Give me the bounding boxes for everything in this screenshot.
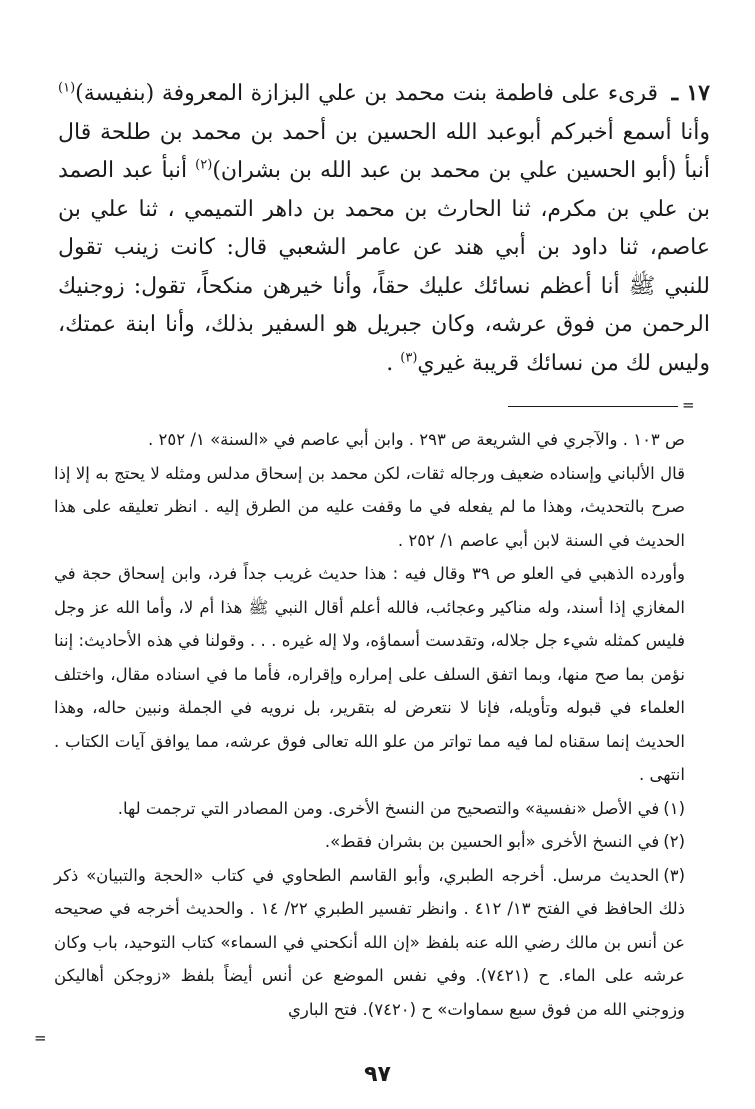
hadith-text-part1: قرىء على فاطمة بنت محمد بن علي البزازة المعروفة (بنفيسة) [75,81,659,106]
page-number: ٩٧ [364,1062,391,1087]
footnote-separator [508,396,695,418]
footnote-1 [54,792,685,826]
continued-note-paragraph: قال الألباني وإسناده ضعيف ورجاله ثقات، لكن محمد بن إسحاق مدلس ومثله لا يحتج به إلا إذا صرح بالتحديث، وهذا ما لم يفعله في ما وقفت عليه من الطرق إليه . انظر تعليقه على هذا الحديث في السنة لابن أبي عاصم ١/ ٢٥٢ . [54,463,685,550]
footnotes-block [54,423,685,1026]
footnote-text: في الأصل «نفسية» والتصحيح من النسخ الأخرى. ومن المصادر التي ترجمت لها. [117,798,660,818]
footnote-number: (٣) [663,865,685,885]
footnote-text: في النسخ الأخرى «أبو الحسين بن بشران فقط». [324,832,660,851]
continued-note-line: ص ١٠٣ . والآجري في الشريعة ص ٢٩٣ . وابن أبي عاصم في «السنة» ١/ ٢٥٢ . [148,430,685,449]
separator-line [508,406,678,407]
page-continues-mark: = [34,1029,47,1047]
hadith-text-part3: أنبأ عبد الصمد بن علي بن مكرم، ثنا الحارث بن محمد بن داهر التميمي ، ثنا علي بن عاصم، ثنا داود بن أبي هند عن عامر الشعبي قال: كانت زينب تقول للنبي ﷺ أنا أعظم نسائك عليك حقاً، وأنا خيرهن منكحاً، تقول: زوجنيك الرحمن من فوق عرشه، وكان جبريل هو السفير بذلك، وأنا ابنة عمتك، وليس لك من نسائك قريبة غيري [58,158,710,376]
hadith-text-end: . [386,350,401,376]
footnote-ref-1: (١) [58,80,76,96]
footnote-3 [54,859,685,1027]
separator-continuation-mark: = [682,396,695,414]
hadith-paragraph [58,74,710,383]
footnote-text: الحديث مرسل. أخرجه الطبري، وأبو القاسم الطحاوي في كتاب «الحجة والتبيان» ذكر ذلك الحافظ في الفتح ١٣/ ٤١٢ . وانظر تفسير الطبري ٢٢/ ١٤ . والحديث أخرجه في صحيحه عن أنس بن مالك رضي الله عنه بلفظ «إن الله أنكحني في السماء» كتاب التوحيد، باب وكان عرشه على الماء. ح (٧٤٢١). وفي نفس الموضع عن أنس أيضاً بلفظ «زوجكن أهاليكن وزوجني الله من فوق سبع سماوات» ح (٧٤٢٠). فتح الباري [54,865,686,1019]
hadith-text-part2: وأنا أسمع أخبركم أبوعبد الله الحسين بن أحمد بن محمد بن طلحة قال أنبأ (أبو الحسين علي بن محمد بن عبد الله بن بشران) [58,119,711,183]
footnote-number: (١) [663,798,685,818]
footnote-ref-2: (٢) [195,157,213,173]
footnote-2 [54,825,685,859]
footnote-number: (٢) [663,832,685,851]
hadith-text [58,74,710,383]
continued-note-paragraph: وأورده الذهبي في العلو ص ٣٩ وقال فيه : هذا حديث غريب جداً فرد، وابن إسحاق حجة في المغازي إذا أسند، وله مناكير وعجائب، فالله أعلم أقال النبي ﷺ هذا أم لا، وأما الله عز وجل فليس كمثله شيء جل جلاله، وتقدست أسماؤه، ولا إله غيره . . . وقولنا في هذه الأحاديث: إننا نؤمن بما صح منها، وبما اتفق السلف على إمراره وإقراره، فأما ما في اسناده مقال، واختلف العلماء في قبوله وتأويله، فإنا لا نتعرض له بتقرير، بل نرويه في الجملة ونبين حاله، وهذا الحديث إنما سقناه لما فيه مما تواتر من علو الله تعالى فوق عرشه، مما يوافق آيات الكتاب . انتهى . [54,564,685,784]
hadith-number: ١٧ ـ [671,80,710,106]
footnote-ref-3: (٣) [400,350,418,366]
